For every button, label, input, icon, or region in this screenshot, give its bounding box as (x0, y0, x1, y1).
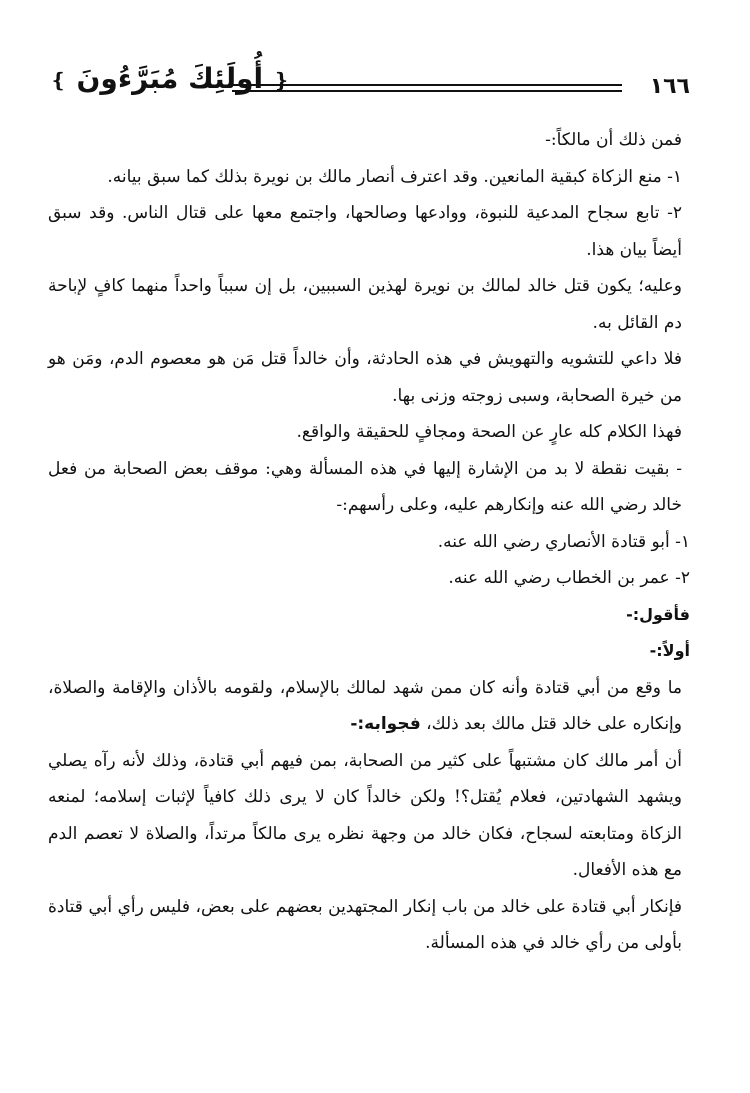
heading-i-say: فأقول:- (626, 604, 690, 624)
paragraph-abu-qatada-text: ما وقع من أبي قتادة وأنه كان ممن شهد لمالك بالإسلام، ولقومه بالأذان والإقامة والصلاة، وإنكاره على خالد قتل مالك بعد ذلك، (48, 677, 682, 734)
page-number: ١٦٦ (649, 74, 690, 99)
page-header (50, 60, 690, 130)
paragraph-baseless: فهذا الكلام كله عارٍ عن الصحة ومجافٍ للحقيقة والواقع. (296, 422, 682, 442)
paragraph-no-distortion: فلا داعي للتشويه والتهويش في هذه الحادثة، وأن خالداً قتل مَن هو معصوم الدم، ومَن هو من خيرة الصحابة، وسبى زوجته وزنى بها. (48, 349, 682, 406)
paragraph-conclusion: وعليه؛ يكون قتل خالد لمالك بن نويرة لهذين السببين، بل إن سبباً واحداً منهما كافٍ لإباحة دم القائل به. (48, 276, 682, 333)
paragraph-intro: فمن ذلك أن مالكاً:- (545, 130, 682, 150)
list-item-zakat: ١- منع الزكاة كبقية المانعين. وقد اعترف أنصار مالك بن نويرة بذلك كما سبق بيانه. (107, 166, 682, 187)
ornament-right-icon: ❵ (272, 68, 290, 92)
ornament-left-icon: ❴ (50, 68, 67, 92)
header-rule (232, 84, 622, 92)
list-item-umar: ٢- عمر بن الخطاب رضي الله عنه. (448, 568, 690, 588)
page-body (48, 122, 698, 962)
heading-firstly: أولاً:- (649, 641, 690, 660)
list-item-abu-qatada: ١- أبو قتادة الأنصاري رضي الله عنه. (437, 531, 690, 552)
paragraph-abu-qatada-incident (48, 670, 698, 743)
answer-label: فجوابه:- (350, 714, 421, 734)
paragraph-answer-1: أن أمر مالك كان مشتبهاً على كثير من الصحابة، بمن فيهم أبي قتادة، وذلك لأنه رآه يصلي ويشهد الشهادتين، فعلام يُقتل؟! ولكن خالداً كان لا يرى ذلك كافياً لإثبات إسلامه؛ لمنعه الزكاة ومتابعته لسجاح، فكان خالد من وجهة نظره يرى مالكاً مرتداً، والصلاة لا تعصم الدم مع هذه الأفعال. (48, 750, 683, 880)
list-item-sajah: ٢- تابع سجاح المدعية للنبوة، ووادعها وصالحها، واجتمع معها على قتال الناس. وقد سبق أيضاً بيان هذا. (48, 203, 682, 260)
running-title (50, 62, 290, 95)
paragraph-remaining-point: - بقيت نقطة لا بد من الإشارة إليها في هذه المسألة وهي: موقف بعض الصحابة من فعل خالد رضي الله عنه وإنكارهم عليه، وعلى رأسهم:- (48, 458, 682, 515)
paragraph-answer-2: فإنكار أبي قتادة على خالد من باب إنكار المجتهدين بعضهم على بعض، فليس رأي أبي قتادة بأولى من رأي خالد في هذه المسألة. (48, 896, 682, 953)
running-title-text: أُولَئِكَ مُبَرَّءُونَ (76, 62, 264, 95)
